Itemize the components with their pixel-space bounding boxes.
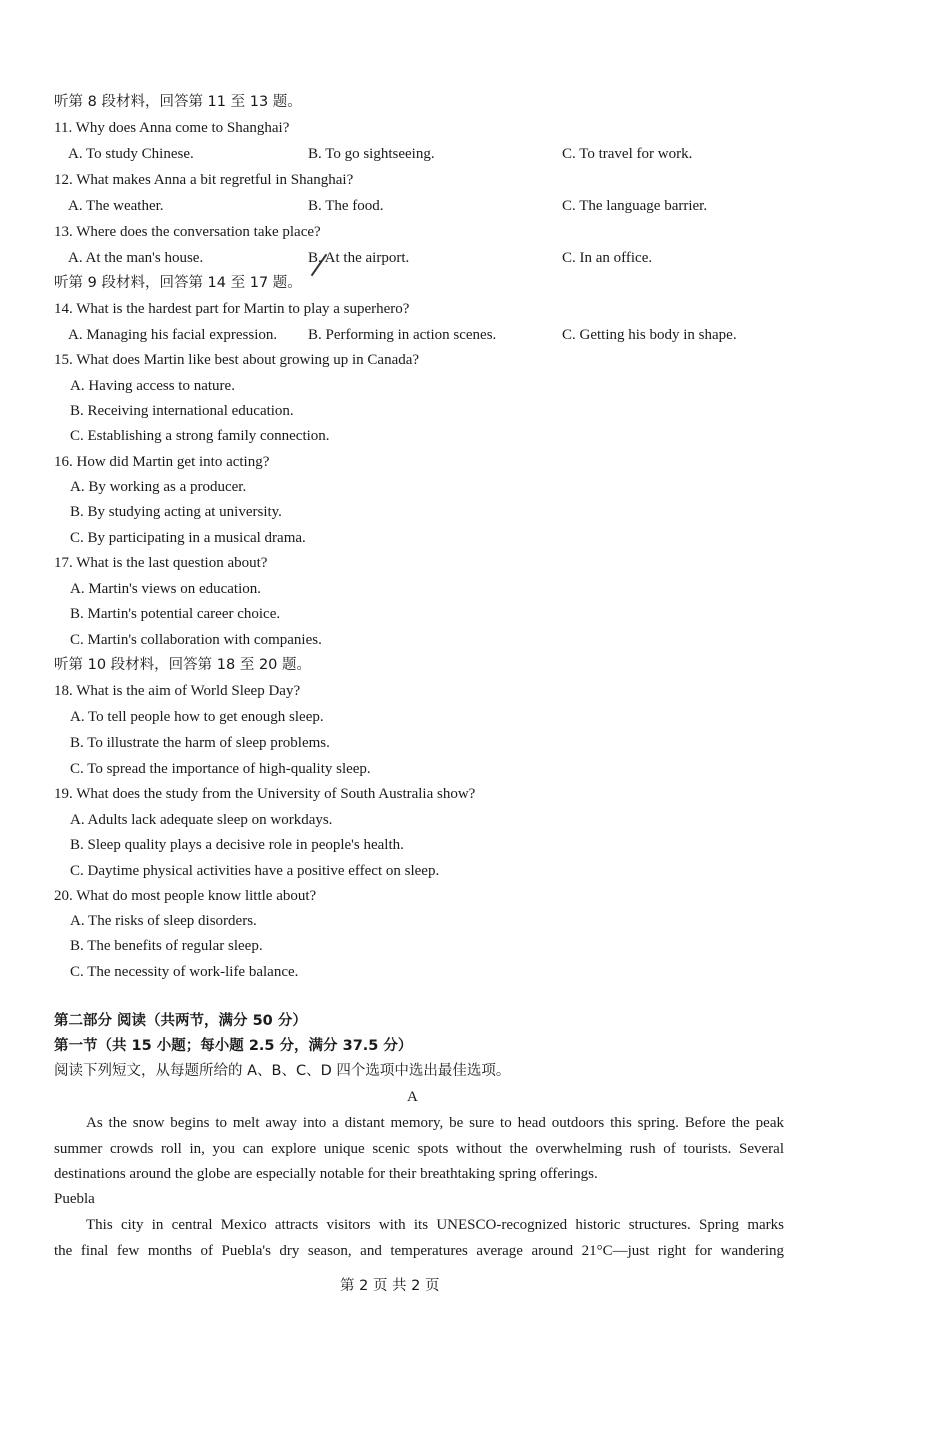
q12-option-a: A. The weather.	[68, 198, 164, 214]
q17-stem: 17. What is the last question about?	[54, 555, 268, 571]
q20-option-a: A. The risks of sleep disorders.	[70, 913, 257, 929]
q16-option-c: C. By participating in a musical drama.	[70, 530, 306, 546]
q18-option-b: B. To illustrate the harm of sleep problems.	[70, 735, 330, 751]
q13-option-c: C. In an office.	[562, 250, 653, 266]
q19-option-a: A. Adults lack adequate sleep on workdays.	[70, 812, 333, 828]
q20-option-b: B. The benefits of regular sleep.	[70, 938, 263, 954]
q13-option-a: A. At the man's house.	[68, 250, 204, 266]
q16-stem: 16. How did Martin get into acting?	[54, 454, 270, 470]
q19-option-b: B. Sleep quality plays a decisive role in people's health.	[70, 837, 404, 853]
page-number: 第 2 页 共 2 页	[340, 1278, 440, 1294]
q15-stem: 15. What does Martin like best about growing up in Canada?	[54, 352, 420, 368]
q16-option-a: A. By working as a producer.	[70, 479, 247, 495]
section8-header: 听第 8 段材料，回答第 11 至 13 题。	[54, 94, 302, 110]
passage-label: A	[407, 1089, 418, 1105]
q13-stem: 13. Where does the conversation take place?	[54, 224, 321, 240]
q11-stem: 11. Why does Anna come to Shanghai?	[54, 120, 290, 136]
q14-stem: 14. What is the hardest part for Martin to play a superhero?	[54, 301, 410, 317]
q14-option-b: B. Performing in action scenes.	[308, 327, 497, 343]
section10-header: 听第 10 段材料，回答第 18 至 20 题。	[54, 657, 312, 673]
passage-line: destinations around the globe are especially notable for their breathtaking spring offerings.	[54, 1166, 598, 1182]
q12-stem: 12. What makes Anna a bit regretful in Shanghai?	[54, 172, 354, 188]
q11-option-a: A. To study Chinese.	[68, 146, 194, 162]
passage-line: summer crowds roll in, you can explore unique scenic spots without the overwhelming rush of tourists. Several	[54, 1141, 784, 1157]
q18-stem: 18. What is the aim of World Sleep Day?	[54, 683, 301, 699]
q18-option-c: C. To spread the importance of high-quality sleep.	[70, 761, 371, 777]
q18-option-a: A. To tell people how to get enough sleep.	[70, 709, 324, 725]
q14-option-a: A. Managing his facial expression.	[68, 327, 278, 343]
q13-option-b: B. At the airport.	[308, 250, 410, 266]
q19-option-c: C. Daytime physical activities have a positive effect on sleep.	[70, 863, 440, 879]
q17-option-c: C. Martin's collaboration with companies.	[70, 632, 322, 648]
q17-option-b: B. Martin's potential career choice.	[70, 606, 281, 622]
passage-line: the final few months of Puebla's dry season, and temperatures average around 21°C—just right for wandering	[54, 1243, 784, 1259]
q19-stem: 19. What does the study from the University of South Australia show?	[54, 786, 476, 802]
reading-section-title: 第一节（共 15 小题；每小题 2.5 分，满分 37.5 分）	[54, 1038, 413, 1054]
q17-option-a: A. Martin's views on education.	[70, 581, 262, 597]
passage-line: This city in central Mexico attracts visitors with its UNESCO-recognized historic structures. Spring marks	[86, 1217, 784, 1233]
passage-subhead: Puebla	[54, 1191, 95, 1207]
q12-option-c: C. The language barrier.	[562, 198, 708, 214]
section9-header: 听第 9 段材料，回答第 14 至 17 题。	[54, 275, 302, 291]
q15-option-b: B. Receiving international education.	[70, 403, 294, 419]
q11-option-b: B. To go sightseeing.	[308, 146, 435, 162]
q16-option-b: B. By studying acting at university.	[70, 504, 282, 520]
q20-stem: 20. What do most people know little about?	[54, 888, 317, 904]
passage-line: As the snow begins to melt away into a distant memory, be sure to head outdoors this spring. Before the peak	[86, 1115, 784, 1131]
reading-instruction: 阅读下列短文，从每题所给的 A、B、C、D 四个选项中选出最佳选项。	[54, 1063, 511, 1079]
q15-option-c: C. Establishing a strong family connection.	[70, 428, 330, 444]
q15-option-a: A. Having access to nature.	[70, 378, 235, 394]
q20-option-c: C. The necessity of work-life balance.	[70, 964, 299, 980]
reading-part-title: 第二部分 阅读（共两节，满分 50 分）	[54, 1013, 307, 1029]
q11-option-c: C. To travel for work.	[562, 146, 693, 162]
q14-option-c: C. Getting his body in shape.	[562, 327, 737, 343]
q12-option-b: B. The food.	[308, 198, 384, 214]
